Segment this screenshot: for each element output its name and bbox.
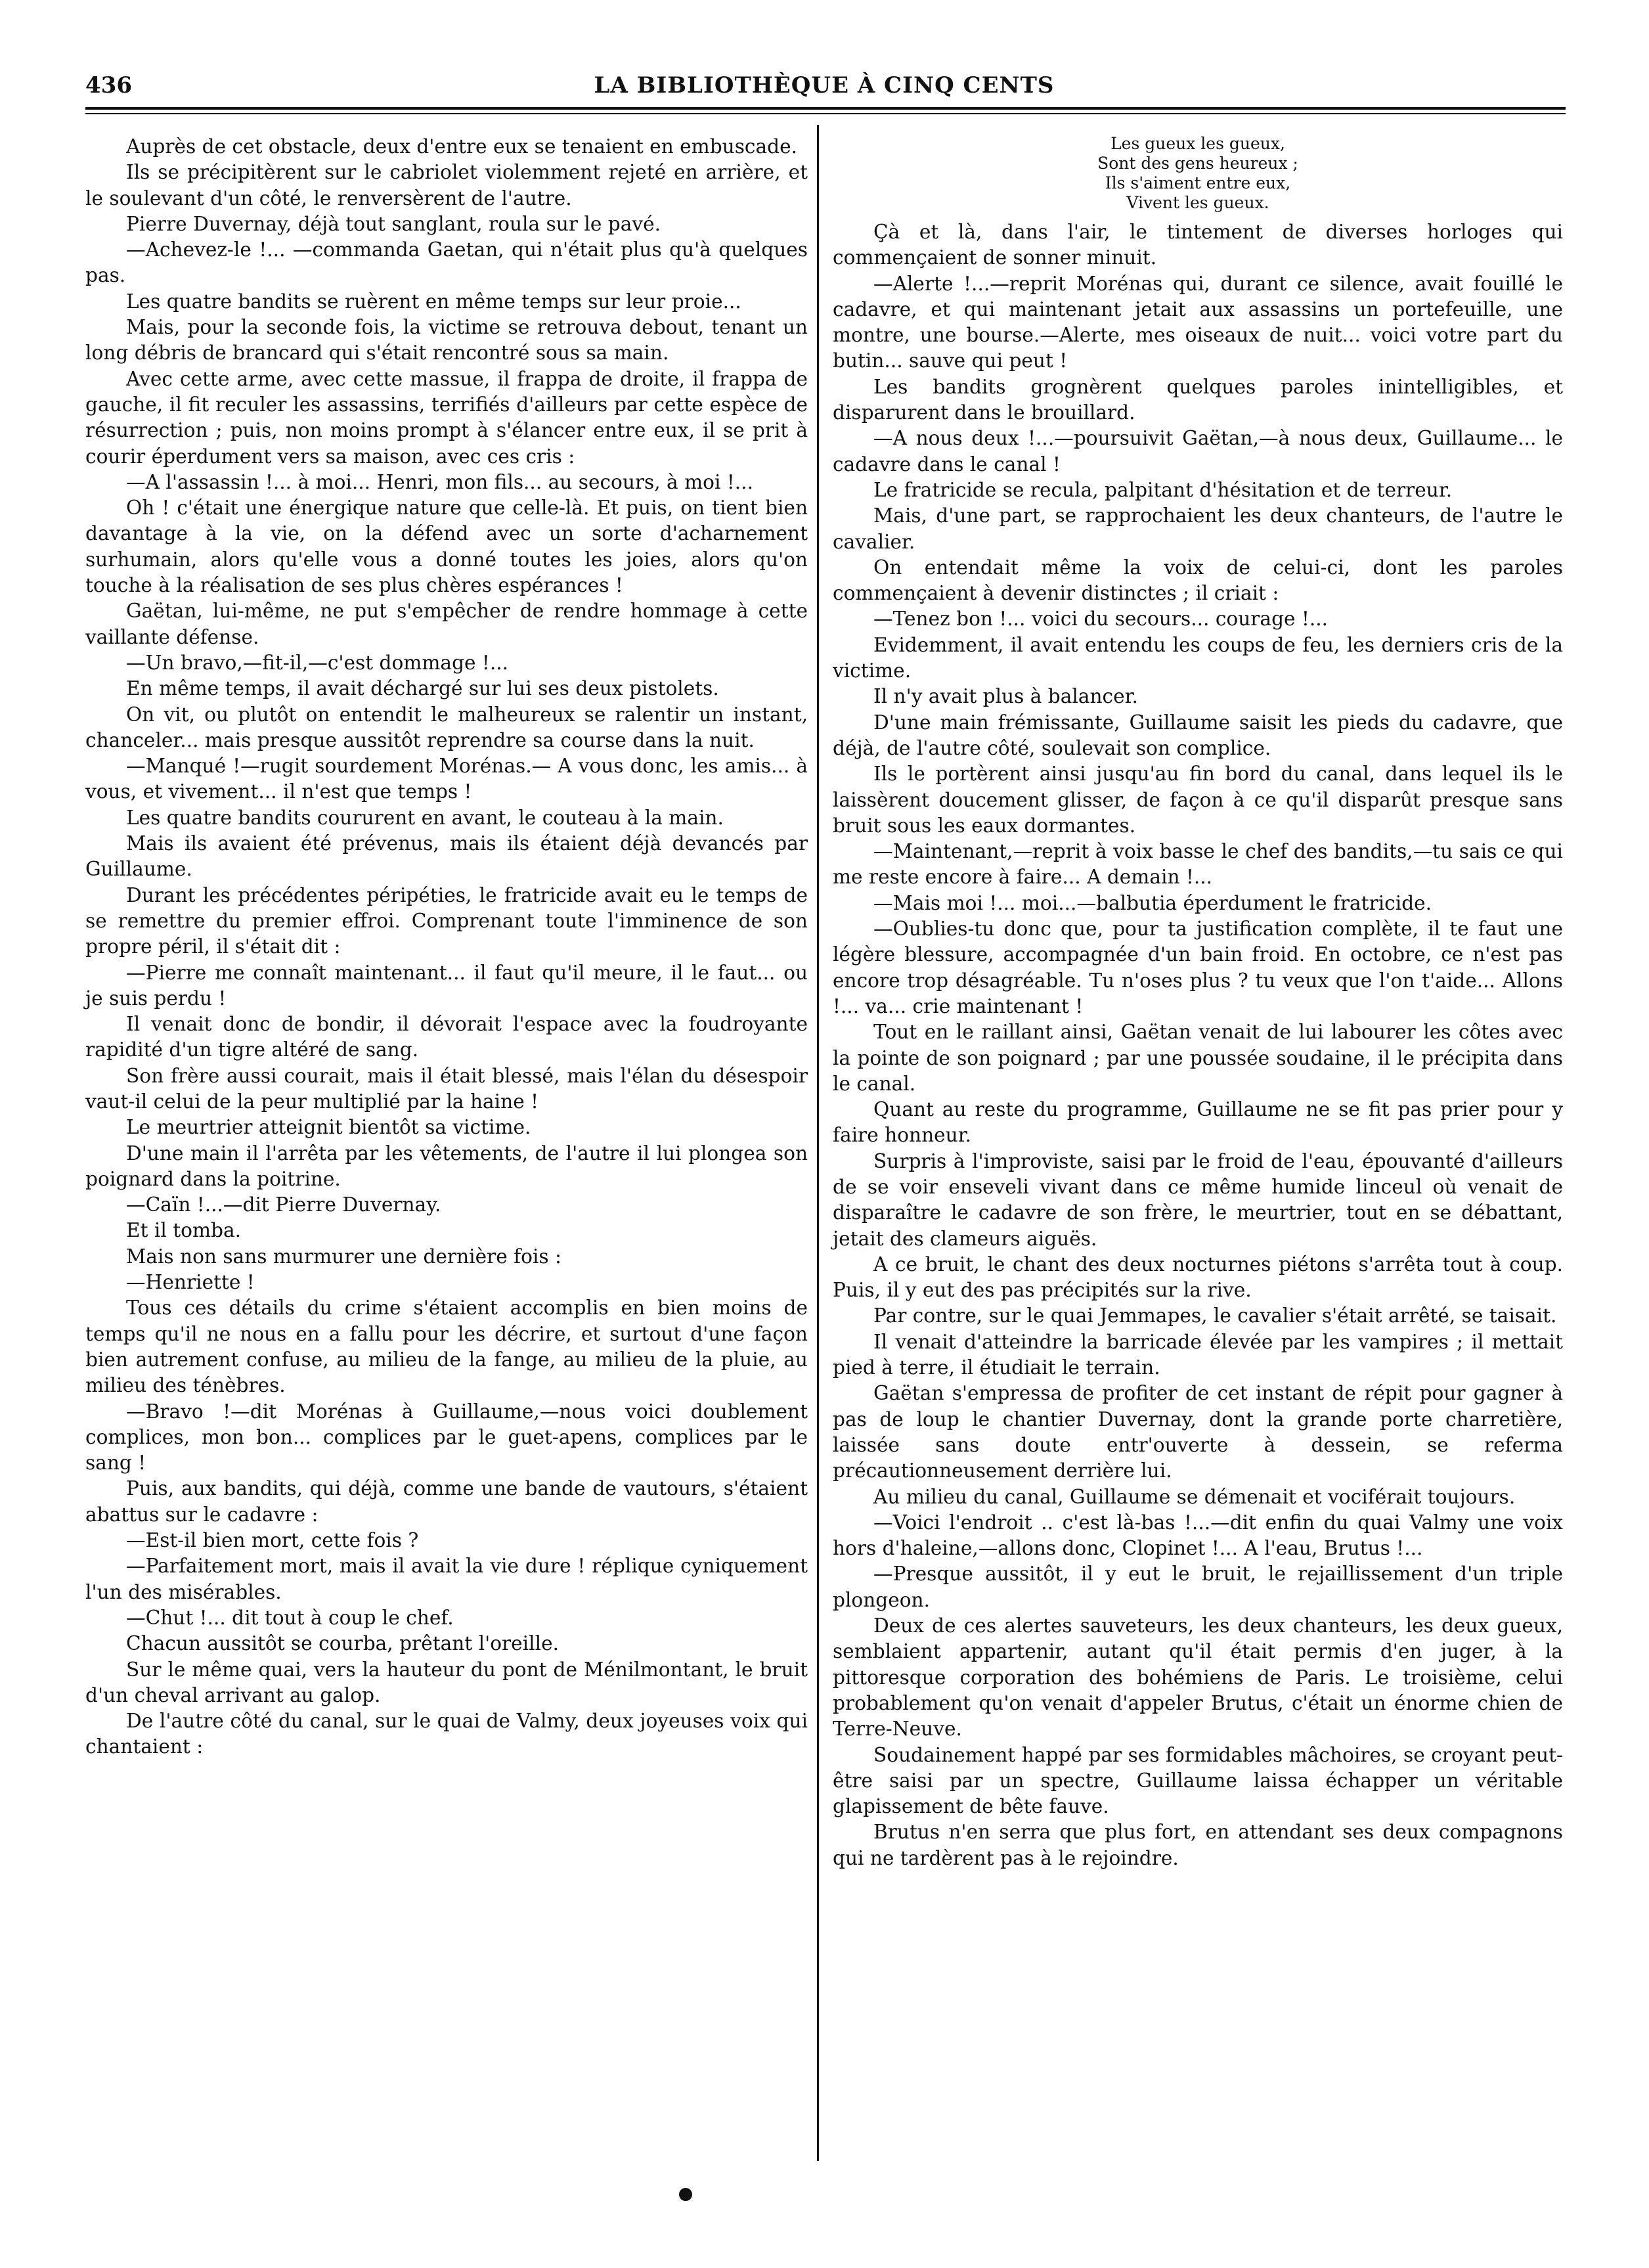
paragraph: Les quatre bandits coururent en avant, le couteau à la main.	[126, 806, 724, 829]
song-verse	[833, 134, 1563, 213]
paragraph: —A l'assassin !... à moi... Henri, mon fils... au secours, à moi !...	[126, 470, 753, 493]
paragraph: —Alerte !...—reprit Morénas qui, durant ce silence, avait fouillé le cadavre, et qui maintenant jetait aux assassins un portefeuille, une montre, une bourse.—Alerte, mes oiseaux de nuit... voici votre part du butin... sauve qui peut !	[833, 272, 1563, 372]
paragraph: Avec cette arme, avec cette massue, il frappa de droite, il frappa de gauche, il fit reculer les assassins, terrifiés d'ailleurs par cette espèce de résurrection ; puis, non moins prompt à s'élancer entre eux, il se prit à courir éperdument vers sa maison, avec ces cris :	[85, 367, 808, 468]
paragraph: —Maintenant,—reprit à voix basse le chef des bandits,—tu sais ce qui me reste encore à faire... A demain !...	[833, 840, 1563, 889]
paragraph: Et il tomba.	[126, 1219, 242, 1242]
header-rule-thin	[85, 113, 1566, 114]
paragraph: —Chut !... dit tout à coup le chef.	[126, 1606, 454, 1629]
paragraph: —Voici l'endroit .. c'est là-bas !...—dit enfin du quai Valmy une voix hors d'haleine,—allons donc, Clopinet !... A l'eau, Brutus !...	[833, 1511, 1563, 1560]
paragraph: Auprès de cet obstacle, deux d'entre eux se tenaient en embuscade.	[126, 135, 798, 158]
verse-line: Ils s'aiment entre eux,	[1105, 173, 1291, 192]
paragraph: Soudainement happé par ses formidables mâchoires, se croyant peut-être saisi par un spectre, Guillaume laissa échapper un véritable glapissement de bête fauve.	[833, 1743, 1563, 1818]
paragraph: —Mais moi !... moi...—balbutia éperdument le fratricide.	[873, 891, 1432, 914]
paragraph: Mais ils avaient été prévenus, mais ils étaient déjà devancés par Guillaume.	[85, 832, 808, 881]
paragraph: Surpris à l'improviste, saisi par le froid de l'eau, épouvanté d'ailleurs de se voir enseveli vivant dans ce même humide linceul où venait de disparaître le cadavre de son frère, le meurtrier, tout en se débattant, jetait des clameurs aiguës.	[833, 1149, 1563, 1250]
paragraph: Au milieu du canal, Guillaume se démenait et vociférait toujours.	[873, 1485, 1516, 1508]
paragraph: —Henriette !	[126, 1271, 255, 1294]
paragraph: —Manqué !—rugit sourdement Morénas.— A vous donc, les amis... à vous, et vivement... il n'est que temps !	[85, 755, 808, 803]
paragraph: Oh ! c'était une énergique nature que celle-là. Et puis, on tient bien davantage à la vie, on la défend avec un sorte d'acharnement surhumain, alors qu'elle vous a donné toutes les joies, alors qu'on touche à la réalisation de ses plus chères espérances !	[85, 497, 808, 597]
column-divider	[817, 125, 819, 2161]
paragraph: Le meurtrier atteignit bientôt sa victime.	[126, 1116, 531, 1139]
paragraph: —Achevez-le !... —commanda Gaetan, qui n'était plus qu'à quelques pas.	[85, 238, 808, 287]
paragraph: —Tenez bon !... voici du secours... courage !...	[873, 608, 1329, 631]
paragraph: Mais, pour la seconde fois, la victime se retrouva debout, tenant un long débris de brancard qui s'était rencontré sous sa main.	[85, 316, 808, 365]
paragraph: —Oublies-tu donc que, pour ta justification complète, il te faut une légère blessure, accompagnée d'un bain froid. En octobre, ce n'est pas encore trop désagréable. Tu n'oses plus ? tu veux que l'on t'aide... Allons !... va... crie maintenant !	[833, 918, 1563, 1017]
verse-line: Vivent les gueux.	[1126, 193, 1269, 212]
paragraph: Chacun aussitôt se courba, prêtant l'oreille.	[126, 1632, 559, 1655]
verse-line: Les gueux les gueux,	[1110, 134, 1285, 153]
paragraph: —Est-il bien mort, cette fois ?	[126, 1529, 419, 1552]
paragraph: Sur le même quai, vers la hauteur du pont de Ménilmontant, le bruit d'un cheval arrivant au galop.	[85, 1658, 808, 1706]
paragraph: Les quatre bandits se ruèrent en même temps sur leur proie...	[126, 290, 741, 313]
paragraph: Tous ces détails du crime s'étaient accomplis en bien moins de temps qu'il ne nous en a fallu pour les décrire, et surtout d'une façon bien autrement confuse, au milieu de la fange, au milieu de la pluie, au milieu des ténèbres.	[85, 1297, 808, 1397]
paragraph: Deux de ces alertes sauveteurs, les deux chanteurs, les deux gueux, semblaient appartenir, autant qu'il était permis d'en juger, à la pittoresque corporation des bohémiens de Paris. Le troisième, celui probablement qu'on venait d'appeler Brutus, c'était un énorme chien de Terre-Neuve.	[833, 1614, 1563, 1741]
right-column	[833, 134, 1563, 1871]
header-rule-thick	[85, 107, 1566, 110]
paragraph: —Bravo !—dit Morénas à Guillaume,—nous voici doublement complices, mon bon... complices par le guet-apens, complices par le sang !	[85, 1400, 808, 1475]
paragraph: Pierre Duvernay, déjà tout sanglant, roula sur le pavé.	[126, 212, 661, 235]
paragraph: Çà et là, dans l'air, le tintement de diverses horloges qui commençaient de sonner minuit.	[833, 221, 1563, 269]
paragraph: On entendait même la voix de celui-ci, dont les paroles commençaient à devenir distinctes ; il criait :	[833, 556, 1563, 605]
paragraph: Ils le portèrent ainsi jusqu'au fin bord du canal, dans lequel ils le laissèrent doucement glisser, de façon à ce qu'il disparût presque sans bruit sous les eaux dormantes.	[833, 763, 1563, 837]
paragraph: Puis, aux bandits, qui déjà, comme une bande de vautours, s'étaient abattus sur le cadavre :	[85, 1477, 808, 1526]
paragraph: Mais non sans murmurer une dernière fois :	[126, 1245, 561, 1268]
paragraph: Il n'y avait plus à balancer.	[873, 685, 1138, 708]
paragraph: —Caïn !...—dit Pierre Duvernay.	[126, 1193, 441, 1216]
paragraph: Quant au reste du programme, Guillaume ne se fit pas prier pour y faire honneur.	[833, 1098, 1563, 1147]
verse-line: Sont des gens heureux ;	[1097, 154, 1298, 173]
page-number: 436	[85, 72, 132, 99]
paragraph: Gaëtan s'empressa de profiter de cet instant de répit pour gagner à pas de loup le chantier Duvernay, dont la grande porte charretière, laissée sans doute entr'ouverte à dessein, se referma précautionneusement derrière lui.	[833, 1382, 1563, 1482]
paragraph: —Presque aussitôt, il y eut le bruit, le rejaillissement d'un triple plongeon.	[833, 1563, 1563, 1611]
paragraph: Mais, d'une part, se rapprochaient les deux chanteurs, de l'autre le cavalier.	[833, 504, 1563, 553]
paragraph: —A nous deux !...—poursuivit Gaëtan,—à nous deux, Guillaume... le cadavre dans le canal !	[833, 427, 1563, 476]
paragraph: D'une main il l'arrêta par les vêtements, de l'autre il lui plongea son poignard dans la poitrine.	[85, 1142, 808, 1190]
paragraph: Par contre, sur le quai Jemmapes, le cavalier s'était arrêté, se taisait.	[873, 1304, 1557, 1327]
running-title: LA BIBLIOTHÈQUE À CINQ CENTS	[594, 72, 1055, 99]
paragraph: Le fratricide se recula, palpitant d'hésitation et de terreur.	[873, 478, 1453, 501]
paragraph: Ils se précipitèrent sur le cabriolet violemment rejeté en arrière, et le soulevant d'un côté, le renversèrent de l'autre.	[85, 161, 808, 210]
left-column	[85, 134, 808, 1760]
paragraph: Il venait donc de bondir, il dévorait l'espace avec la foudroyante rapidité d'un tigre altéré de sang.	[85, 1013, 808, 1061]
paragraph: Son frère aussi courait, mais il était blessé, mais l'élan du désespoir vaut-il celui de la peur multiplié par la haine !	[85, 1064, 808, 1113]
paragraph: En même temps, il avait déchargé sur lui ses deux pistolets.	[126, 677, 719, 700]
paragraph: A ce bruit, le chant des deux nocturnes piétons s'arrêta tout à coup. Puis, il y eut des pas précipités sur la rive.	[833, 1253, 1563, 1302]
paragraph: Les bandits grognèrent quelques paroles inintelligibles, et disparurent dans le brouillard.	[833, 375, 1563, 424]
page-header	[85, 71, 1563, 104]
paragraph: Il venait d'atteindre la barricade élevée par les vampires ; il mettait pied à terre, il étudiait le terrain.	[833, 1330, 1563, 1379]
ink-dot	[679, 2188, 692, 2201]
paragraph: Durant les précédentes péripéties, le fratricide avait eu le temps de se remettre du premier effroi. Comprenant toute l'imminence de son propre péril, il s'était dit :	[85, 883, 808, 958]
paragraph: Tout en le raillant ainsi, Gaëtan venait de lui labourer les côtes avec la pointe de son poignard ; par une poussée soudaine, il le précipita dans le canal.	[833, 1021, 1563, 1095]
paragraph: D'une main frémissante, Guillaume saisit les pieds du cadavre, que déjà, de l'autre côté, soulevait son complice.	[833, 711, 1563, 759]
paragraph: Gaëtan, lui-même, ne put s'empêcher de rendre hommage à cette vaillante défense.	[85, 600, 808, 648]
paragraph: Evidemment, il avait entendu les coups de feu, les derniers cris de la victime.	[833, 633, 1563, 682]
paragraph: On vit, ou plutôt on entendit le malheureux se ralentir un instant, chanceler... mais presque aussitôt reprendre sa course dans la nuit.	[85, 703, 808, 751]
paragraph: Brutus n'en serra que plus fort, en attendant ses deux compagnons qui ne tardèrent pas à le rejoindre.	[833, 1821, 1563, 1869]
paragraph: —Pierre me connaît maintenant... il faut qu'il meure, il le faut... ou je suis perdu !	[85, 961, 808, 1010]
paragraph: De l'autre côté du canal, sur le quai de Valmy, deux joyeuses voix qui chantaient :	[85, 1710, 808, 1758]
paragraph: —Parfaitement mort, mais il avait la vie dure ! réplique cyniquement l'un des misérables.	[85, 1555, 808, 1603]
paragraph: —Un bravo,—fit-il,—c'est dommage !...	[126, 651, 509, 674]
